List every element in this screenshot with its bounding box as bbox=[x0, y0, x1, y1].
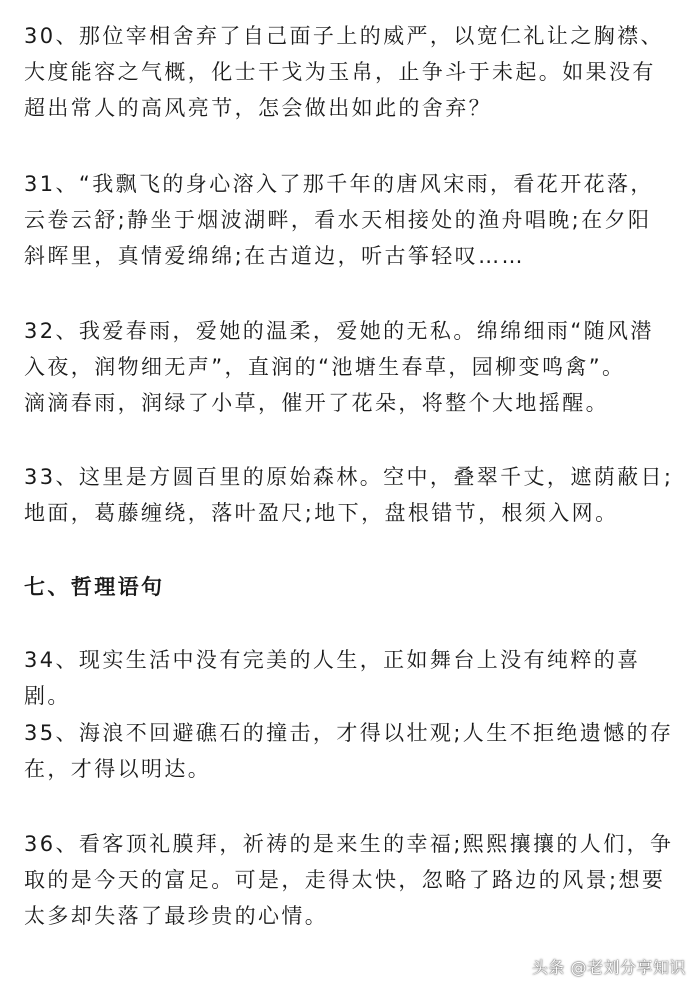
paragraph-line: 36、看客顶礼膜拜，祈祷的是来生的幸福;熙熙攘攘的人们，争 bbox=[24, 832, 674, 856]
section-heading: 七、哲理语句 bbox=[24, 575, 165, 599]
paragraph-line: 30、那位宰相舍弃了自己面子上的威严，以宽仁礼让之胸襟、 bbox=[24, 24, 664, 48]
paragraph-line: 太多却失落了最珍贵的心情。 bbox=[24, 904, 329, 928]
paragraph-line: 31、“我飘飞的身心溶入了那千年的唐风宋雨，看花开花落， bbox=[24, 172, 654, 196]
paragraph-line: 取的是今天的富足。可是，走得太快，忽略了路边的风景;想要 bbox=[24, 868, 666, 892]
paragraph-line: 入夜，润物细无声”，直润的“池塘生春草，园柳变鸣禽”。 bbox=[24, 355, 626, 379]
watermark: 头条 @老刘分享知识 bbox=[531, 958, 686, 977]
paragraph-33 bbox=[24, 459, 684, 531]
paragraph-31 bbox=[24, 166, 684, 274]
paragraph-32 bbox=[24, 313, 684, 421]
paragraph-line: 32、我爱春雨，爱她的温柔，爱她的无私。绵绵细雨“随风潜 bbox=[24, 319, 654, 343]
paragraph-line: 34、现实生活中没有完美的人生，正如舞台上没有纯粹的喜剧。 bbox=[24, 648, 641, 708]
paragraph-line: 在，才得以明达。 bbox=[24, 757, 212, 781]
paragraph-34 bbox=[24, 642, 684, 714]
paragraph-36 bbox=[24, 826, 684, 934]
paragraph-line: 大度能容之气概，化士干戈为玉帛，止争斗于未起。如果没有 bbox=[24, 60, 656, 84]
paragraph-line: 35、海浪不回避礁石的撞击，才得以壮观;人生不拒绝遗憾的存 bbox=[24, 721, 674, 745]
paragraph-line: 滴滴春雨，润绿了小草，催开了花朵，将整个大地摇醒。 bbox=[24, 391, 609, 415]
paragraph-line: 云卷云舒;静坐于烟波湖畔，看水天相接处的渔舟唱晚;在夕阳 bbox=[24, 208, 652, 232]
paragraph-line: 33、这里是方圆百里的原始森林。空中，叠翠千丈，遮荫蔽日; bbox=[24, 465, 674, 489]
paragraph-line: 超出常人的高风亮节，怎会做出如此的舍弃？ bbox=[24, 96, 492, 120]
paragraph-line: 斜晖里，真情爱绵绵;在古道边，听古筝轻叹…… bbox=[24, 244, 525, 268]
paragraph-35 bbox=[24, 715, 684, 787]
paragraph-line: 地面，葛藤缠绕，落叶盈尺;地下，盘根错节，根须入网。 bbox=[24, 501, 619, 525]
paragraph-30 bbox=[24, 18, 684, 126]
